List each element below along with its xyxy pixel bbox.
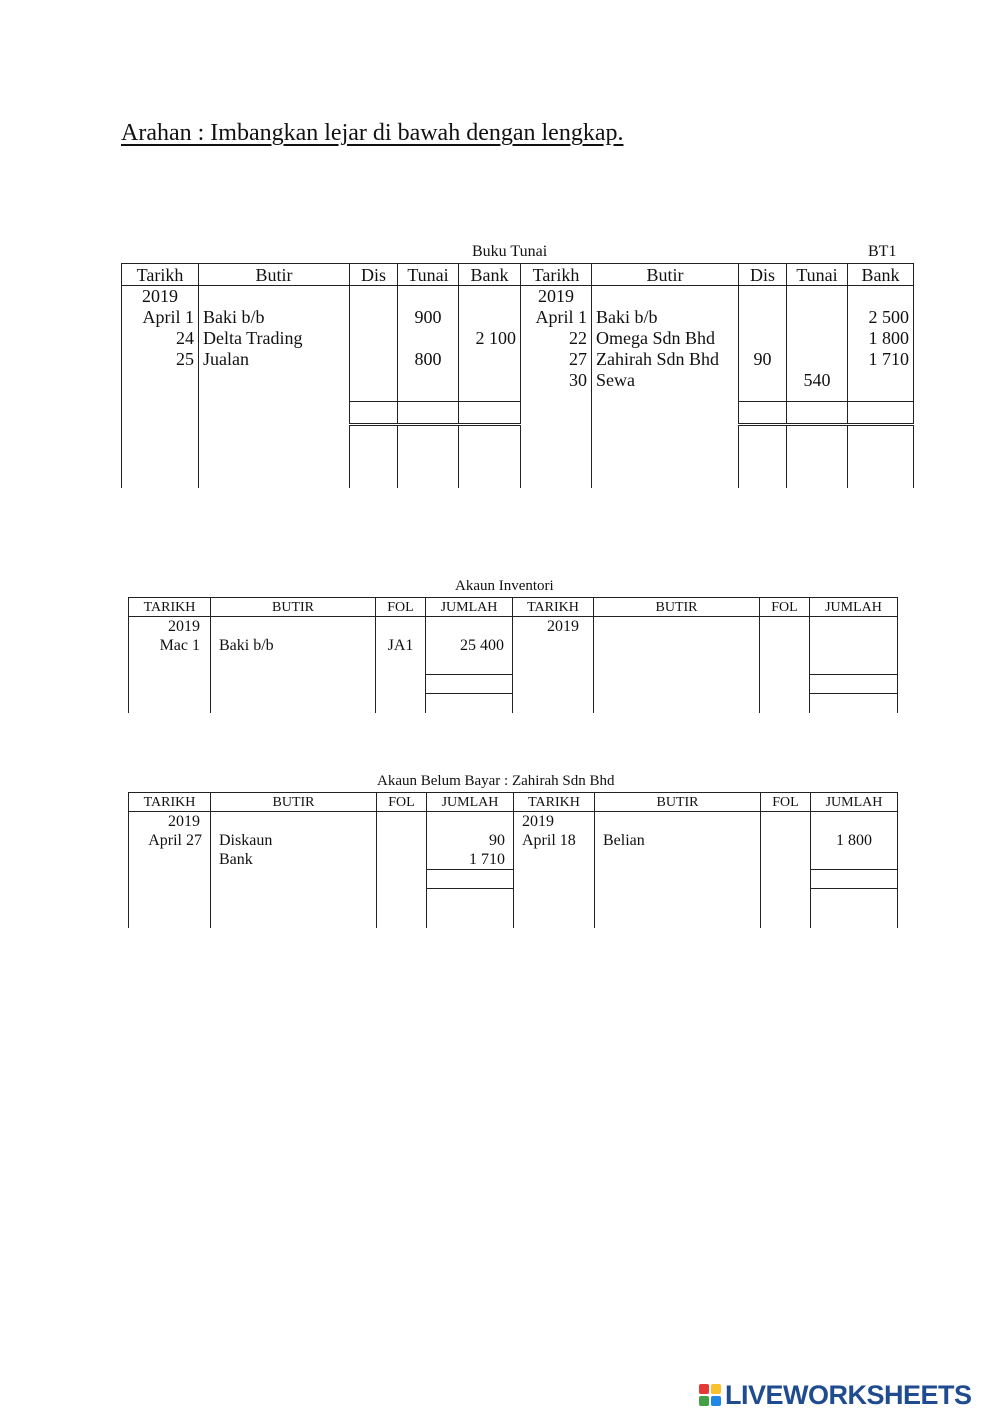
table-row (129, 617, 898, 637)
col-header: FOL (376, 598, 426, 617)
logo-text: LIVEWORKSHEETS (725, 1379, 972, 1410)
col-header: TARIKH (129, 793, 211, 812)
col-header: Tarikh (521, 264, 592, 286)
table-row (129, 636, 898, 655)
cell: 800 (398, 349, 459, 370)
cell (377, 831, 427, 850)
cell: Zahirah Sdn Bhd (592, 349, 739, 370)
cell: 24 (122, 328, 199, 349)
balance-row (122, 424, 914, 488)
cell (199, 370, 350, 391)
cell: Belian (595, 831, 761, 850)
logo-square-icon (711, 1396, 721, 1406)
cell: 30 (521, 370, 592, 391)
cell: 2019 (122, 286, 199, 308)
cell (129, 850, 211, 870)
cell (739, 286, 787, 308)
cell (398, 370, 459, 391)
cell (739, 370, 787, 391)
balance-row (129, 889, 898, 928)
col-header: JUMLAH (810, 598, 898, 617)
col-header: Tunai (398, 264, 459, 286)
col-header: Bank (848, 264, 914, 286)
cell: 1 710 (427, 850, 514, 870)
col-header: TARIKH (129, 598, 211, 617)
cell (350, 307, 398, 328)
cell (811, 850, 898, 870)
cell: Bank (211, 850, 377, 870)
cell: 2019 (129, 812, 211, 832)
cell (376, 617, 426, 637)
cell: 22 (521, 328, 592, 349)
table-row (122, 328, 914, 349)
cell (122, 370, 199, 391)
blank-row (129, 655, 898, 674)
col-header: BUTIR (595, 793, 761, 812)
col-header: FOL (761, 793, 811, 812)
col-header: BUTIR (594, 598, 760, 617)
table-row (122, 370, 914, 391)
table-row (129, 831, 898, 850)
inventory-table (128, 597, 898, 713)
cell (398, 286, 459, 308)
cell (787, 286, 848, 308)
cash-book-header-row (122, 264, 914, 286)
table-row (122, 286, 914, 308)
cell (787, 307, 848, 328)
cell (595, 850, 761, 870)
col-header: JUMLAH (427, 793, 514, 812)
col-header: Tunai (787, 264, 848, 286)
col-header: TARIKH (513, 598, 594, 617)
cell (211, 812, 377, 832)
logo-square-icon (699, 1384, 709, 1394)
cell (760, 617, 810, 637)
cell (810, 617, 898, 637)
payable-title: Akaun Belum Bayar : Zahirah Sdn Bhd (377, 773, 615, 789)
col-header: Dis (350, 264, 398, 286)
cell (459, 286, 521, 308)
col-header: Butir (592, 264, 739, 286)
cell (350, 370, 398, 391)
payable-table (128, 792, 898, 928)
cell: Mac 1 (129, 636, 211, 655)
logo-square-icon (699, 1396, 709, 1406)
inventory-title: Akaun Inventori (455, 578, 554, 594)
cell (595, 812, 761, 832)
col-header: BUTIR (211, 793, 377, 812)
col-header: BUTIR (211, 598, 376, 617)
table-row (129, 850, 898, 870)
cell (513, 636, 594, 655)
cell (594, 617, 760, 637)
cell (350, 328, 398, 349)
table-row (122, 307, 914, 328)
cell (350, 286, 398, 308)
cell (761, 831, 811, 850)
total-row (122, 401, 914, 424)
cell: 2019 (129, 617, 211, 637)
logo-icon (699, 1384, 721, 1406)
table-row (129, 812, 898, 832)
cell (426, 617, 513, 637)
cell: Sewa (592, 370, 739, 391)
cell (350, 349, 398, 370)
cell: Delta Trading (199, 328, 350, 349)
table-row (122, 349, 914, 370)
cell: April 18 (514, 831, 595, 850)
cell (594, 636, 760, 655)
instruction: Arahan : Imbangkan lejar di bawah dengan lengkap. (121, 120, 624, 146)
cell (787, 349, 848, 370)
cell: 540 (787, 370, 848, 391)
cell: April 27 (129, 831, 211, 850)
cell (459, 370, 521, 391)
cell (211, 617, 376, 637)
payable-header-row (129, 793, 898, 812)
cell: 1 800 (848, 328, 914, 349)
cell: 2019 (514, 812, 595, 832)
cell: 1 710 (848, 349, 914, 370)
total-row (129, 870, 898, 889)
cell (199, 286, 350, 308)
cell (761, 850, 811, 870)
inventory-header-row (129, 598, 898, 617)
cell: Baki b/b (211, 636, 376, 655)
cell: 2019 (521, 286, 592, 308)
cell (761, 812, 811, 832)
col-header: Dis (739, 264, 787, 286)
logo-square-icon (711, 1384, 721, 1394)
cell (398, 328, 459, 349)
col-header: Tarikh (122, 264, 199, 286)
cell: 27 (521, 349, 592, 370)
cash-book-title: Buku Tunai (472, 243, 548, 260)
cell: 25 400 (426, 636, 513, 655)
total-row (129, 674, 898, 693)
cell: Omega Sdn Bhd (592, 328, 739, 349)
cell (514, 850, 595, 870)
cell: April 1 (122, 307, 199, 328)
cell (459, 349, 521, 370)
liveworksheets-logo (699, 1377, 972, 1413)
cell: 25 (122, 349, 199, 370)
balance-row (129, 693, 898, 713)
cell: 90 (739, 349, 787, 370)
cell (377, 812, 427, 832)
cell (848, 370, 914, 391)
cell (739, 307, 787, 328)
cell: 2 500 (848, 307, 914, 328)
blank-row (122, 391, 914, 401)
cell: 2019 (513, 617, 594, 637)
cell (787, 328, 848, 349)
col-header: JUMLAH (811, 793, 898, 812)
cell: JA1 (376, 636, 426, 655)
cash-book-ref: BT1 (868, 243, 897, 260)
cell: Diskaun (211, 831, 377, 850)
cell (459, 307, 521, 328)
cell: 90 (427, 831, 514, 850)
col-header: Butir (199, 264, 350, 286)
cell (592, 286, 739, 308)
cell (739, 328, 787, 349)
cell: Baki b/b (199, 307, 350, 328)
cell (811, 812, 898, 832)
col-header: FOL (760, 598, 810, 617)
col-header: FOL (377, 793, 427, 812)
cell: 1 800 (811, 831, 898, 850)
cell (848, 286, 914, 308)
cell: Baki b/b (592, 307, 739, 328)
cell (427, 812, 514, 832)
cell: Jualan (199, 349, 350, 370)
col-header: Bank (459, 264, 521, 286)
cash-book-table (121, 263, 914, 488)
cell (810, 636, 898, 655)
col-header: JUMLAH (426, 598, 513, 617)
cell (760, 636, 810, 655)
cell: 2 100 (459, 328, 521, 349)
cell (377, 850, 427, 870)
col-header: TARIKH (514, 793, 595, 812)
cell: 900 (398, 307, 459, 328)
cell: April 1 (521, 307, 592, 328)
